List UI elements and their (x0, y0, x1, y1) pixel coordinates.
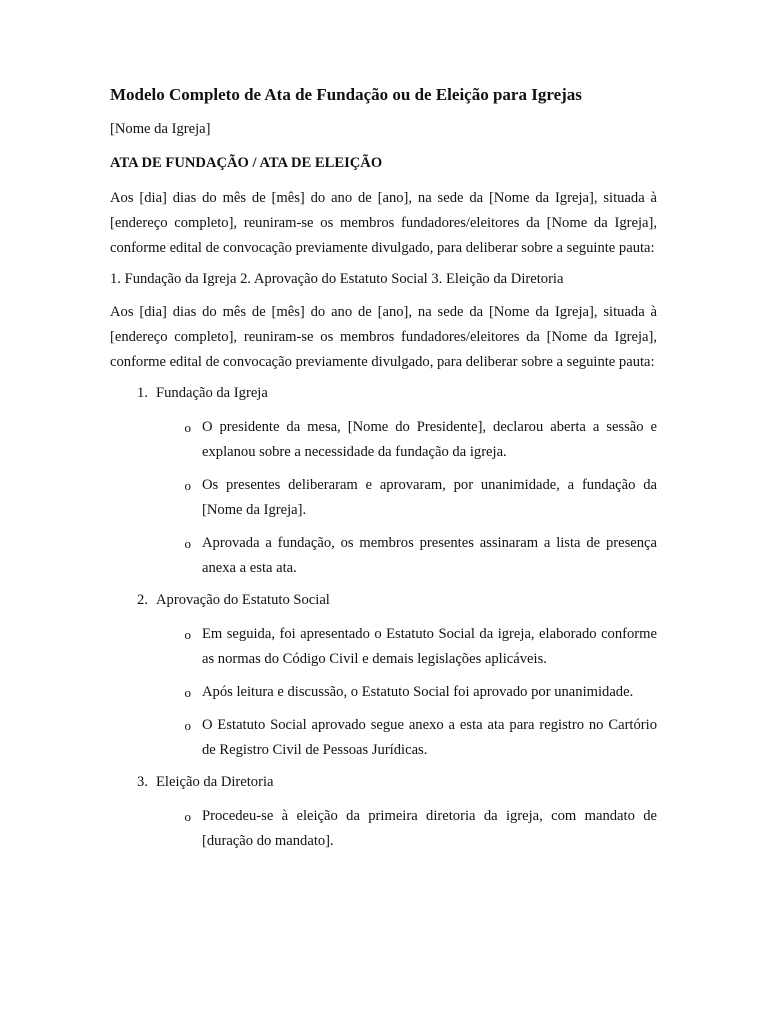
list-item (110, 680, 657, 705)
bullet-icon: o (184, 478, 191, 493)
intro-paragraph-1: Aos [dia] dias do mês de [mês] do ano de [ano], na sede da [Nome da Igreja], situada à [endereço completo], reuniram-se os membros fundadores/eleitores da [Nome da Igreja], conforme edital de convocação previamente divulgado, para deliberar sobre a seguinte pauta: (110, 190, 657, 256)
item-number: 1. (137, 385, 148, 401)
bullet-icon: o (184, 685, 191, 700)
list-item (110, 415, 657, 465)
item-number: 2. (137, 592, 148, 608)
agenda-item-3 (110, 771, 657, 854)
bullet-icon: o (184, 809, 191, 824)
bullet-icon: o (184, 420, 191, 435)
list-item (110, 531, 657, 581)
list-item (110, 622, 657, 672)
pauta-inline: 1. Fundação da Igreja 2. Aprovação do Estatuto Social 3. Eleição da Diretoria (110, 271, 564, 287)
list-item (110, 804, 657, 854)
list-item-text: O Estatuto Social aprovado segue anexo a esta ata para registro no Cartório de Registro Civil de Pessoas Jurídicas. (202, 717, 657, 758)
list-item (110, 713, 657, 763)
list-item-text: Procedeu-se à eleição da primeira diretoria da igreja, com mandato de [duração do mandato]. (202, 808, 657, 849)
intro-paragraph-2: Aos [dia] dias do mês de [mês] do ano de [ano], na sede da [Nome da Igreja], situada à [endereço completo], reuniram-se os membros fundadores/eleitores da [Nome da Igreja], conforme edital de convocação previamente divulgado, para deliberar sobre a seguinte pauta: (110, 304, 657, 370)
item-title: Aprovação do Estatuto Social (156, 592, 330, 608)
list-item-text: Aprovada a fundação, os membros presentes assinaram a lista de presença anexa a esta ata. (202, 535, 657, 576)
item-number: 3. (137, 774, 148, 790)
church-name: [Nome da Igreja] (110, 121, 211, 137)
section-heading: ATA DE FUNDAÇÃO / ATA DE ELEIÇÃO (110, 155, 383, 171)
list-item-text: Em seguida, foi apresentado o Estatuto Social da igreja, elaborado conforme as normas do Código Civil e demais legislações aplicáveis. (202, 626, 657, 667)
list-item-text: Após leitura e discussão, o Estatuto Social foi aprovado por unanimidade. (202, 684, 634, 700)
agenda-item-2 (110, 589, 657, 763)
agenda-item-1 (110, 382, 657, 581)
bullet-icon: o (184, 718, 191, 733)
item-title: Fundação da Igreja (156, 385, 268, 401)
list-item-text: O presidente da mesa, [Nome do Presidente], declarou aberta a sessão e explanou sobre a necessidade da fundação da igreja. (202, 419, 657, 460)
document-title: Modelo Completo de Ata de Fundação ou de Eleição para Igrejas (110, 85, 582, 104)
bullet-icon: o (184, 627, 191, 642)
list-item-text: Os presentes deliberaram e aprovaram, por unanimidade, a fundação da [Nome da Igreja]. (202, 477, 657, 518)
bullet-icon: o (184, 536, 191, 551)
item-title: Eleição da Diretoria (156, 774, 274, 790)
list-item (110, 473, 657, 523)
